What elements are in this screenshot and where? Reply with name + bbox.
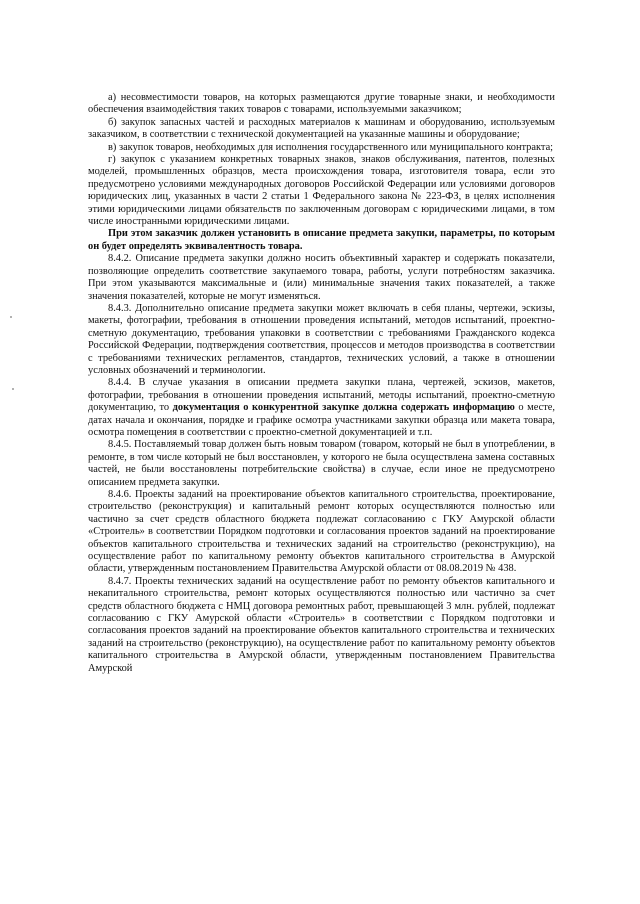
- document-page: [88, 92, 555, 675]
- paragraph-text: 8.4.5. Поставляемый товар должен быть новым товаром (товаром, который не был в употреблении, в ремонте, в том числе который не был восстановлен, у которого не была осуществлена замена составных частей, не были восстановлены потребительские свойства) в случае, если иное не предусмотрено описанием предмета закупки.: [88, 439, 555, 488]
- clause-8-4-3: [88, 303, 555, 377]
- paragraph-v: [88, 142, 555, 154]
- paragraph-g: [88, 154, 555, 228]
- paragraph-a: [88, 92, 555, 117]
- scan-speck: [10, 316, 12, 318]
- paragraph-text: а) несовместимости товаров, на которых размещаются другие товарные знаки, и необходимости обеспечения взаимодействия таких товаров с товарами, используемыми заказчиком;: [88, 92, 555, 116]
- paragraph-text: При этом заказчик должен установить в описание предмета закупки, параметры, по которым он будет определять эквивалентность товара.: [88, 228, 555, 252]
- paragraph-text: 8.4.7. Проекты технических заданий на осуществление работ по ремонту объектов капитального и некапитального строительства, ремонт которых осуществляются полностью или частично за счет средств областного бюджета с НМЦ договора ремонтных работ, превышающей 3 млн. рублей, подлежат согласованию с ГКУ Амурской области «Строитель» в соответствии с Порядком подготовки и согласования проектов заданий на проектирование объектов капитального строительства и технических заданий на строительство (реконструкцию), на осуществление работ по капитальному ремонту объектов капитального строительства в Амурской области, утвержденным постановлением Правительства Амурской: [88, 575, 555, 674]
- equivalence-note: [88, 228, 555, 253]
- paragraph-text: г) закупок с указанием конкретных товарных знаков, знаков обслуживания, патентов, полезных моделей, промышленных образцов, места происхождения товара, изготовителя товара, если это предусмотрено условиями международных договоров Российской Федерации или условиями договоров юридических лиц, указанных в части 2 статьи 1 Федерального закона № 223-ФЗ, в целях исполнения этими юридическими лицами обязательств по заключенным договорам с юридическими лицами, в том числе иностранными юридическими лицами.: [88, 154, 555, 228]
- scan-speck: [12, 388, 14, 390]
- clause-8-4-6: [88, 489, 555, 576]
- paragraph-text: 8.4.3. Дополнительно описание предмета закупки может включать в себя планы, чертежи, эскизы, макеты, фотографии, требования в отношении проведения испытаний, методов испытаний, проектно-сметную документацию, требования упаковки в соответствии с требованиями Гражданского кодекса Российской Федерации, подтверждения соответствия, процессов и методов производства в соответствии с требованиями технических регламентов, стандартов, технических условий, а также в отношении условных обозначений и терминологии.: [88, 302, 555, 376]
- paragraph-text: 8.4.2. Описание предмета закупки должно носить объективный характер и содержать показатели, позволяющие определить соответствие закупаемого товара, работы, услуги потребностям заказчика. При этом указываются максимальные и (или) минимальные значения таких показателей, а также значения показателей, которые не могут изменяться.: [88, 253, 555, 302]
- clause-8-4-4: [88, 377, 555, 439]
- paragraph-b: [88, 117, 555, 142]
- paragraph-text: в) закупок товаров, необходимых для исполнения государственного или муниципального контракта;: [108, 141, 554, 153]
- clause-8-4-7: [88, 576, 555, 675]
- paragraph-text: 8.4.6. Проекты заданий на проектирование объектов капитального строительства, проектирование, строительство (реконструкция) и капитальный ремонт которых осуществляются полностью или частично за счет средств областного бюджета подлежат согласованию с ГКУ Амурской области «Строитель» в соответствии Порядком подготовки и согласования проектов заданий на проектирование объектов капитального строительства и технических заданий на строительство (реконструкцию), на осуществление работ по капитальному ремонту объектов капитального строительства в Амурской области, утвержденным постановлением Правительства Амурской области от 08.08.2019 № 438.: [88, 489, 555, 575]
- paragraph-text: о месте, датах начала и окончания, порядке и графике осмотра участниками закупки образца или макета товара, осмотра помещения в соответствии с проектно-сметной документацией и т.п.: [88, 402, 555, 438]
- clause-8-4-2: [88, 253, 555, 303]
- paragraph-text: б) закупок запасных частей и расходных материалов к машинам и оборудованию, используемым заказчиком, в соответствии с технической документацией на указанные машины и оборудование;: [88, 116, 555, 141]
- paragraph-bold-text: документация о конкурентной закупке должна содержать информацию: [172, 402, 515, 414]
- paragraph-text: 8.4.4. В случае указания в описании предмета закупки плана, чертежей, эскизов, макетов, фотографии, требования в отношении проведения испытаний, методы испытаний, проектно-сметную документацию, то: [88, 377, 555, 414]
- clause-8-4-5: [88, 439, 555, 489]
